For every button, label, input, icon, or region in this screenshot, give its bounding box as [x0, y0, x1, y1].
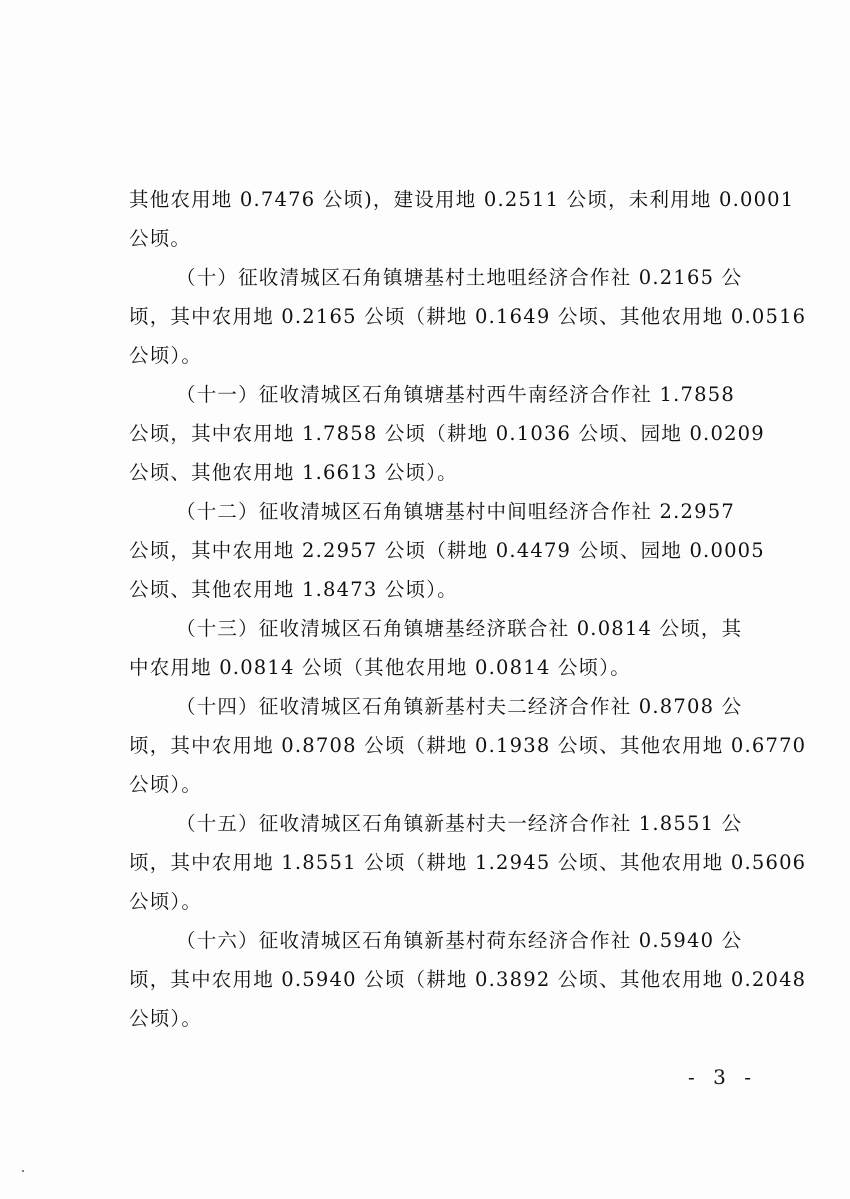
text-line: 公顷）。 [129, 344, 203, 367]
text-line: 顷，其中农用地 0.5940 公顷（耕地 0.3892 公顷、其他农用地 0.2048 [129, 968, 807, 991]
text-line: 公顷）。 [129, 890, 203, 913]
scan-speck [22, 1170, 24, 1172]
text-line: 公顷）。 [129, 773, 203, 796]
text-line: （十六）征收清城区石角镇新基村荷东经济合作社 0.5940 公 [176, 929, 743, 952]
text-line: （十四）征收清城区石角镇新基村夫二经济合作社 0.8708 公 [176, 695, 743, 718]
text-line: 公顷、其他农用地 1.6613 公顷）。 [129, 461, 458, 484]
page-number: - 3 - [688, 1065, 757, 1089]
text-line: 公顷，其中农用地 1.7858 公顷（耕地 0.1036 公顷、园地 0.0209 [129, 422, 765, 445]
text-line: 中农用地 0.0814 公顷（其他农用地 0.0814 公顷）。 [129, 656, 631, 679]
text-line: 其他农用地 0.7476 公顷)，建设用地 0.2511 公顷，未利用地 0.0001 [129, 188, 795, 211]
text-line: （十二）征收清城区石角镇塘基村中间咀经济合作社 2.2957 [176, 500, 735, 523]
text-line: 公顷）。 [129, 1007, 203, 1030]
text-line: （十五）征收清城区石角镇新基村夫一经济合作社 1.8551 公 [176, 812, 743, 835]
text-line: 顷，其中农用地 1.8551 公顷（耕地 1.2945 公顷、其他农用地 0.5606 [129, 851, 807, 874]
text-line: 顷，其中农用地 0.2165 公顷（耕地 0.1649 公顷、其他农用地 0.0516 [129, 305, 807, 328]
text-line: （十）征收清城区石角镇塘基村土地咀经济合作社 0.2165 公 [176, 266, 743, 289]
text-line: 公顷，其中农用地 2.2957 公顷（耕地 0.4479 公顷、园地 0.0005 [129, 539, 765, 562]
text-line: 公顷。 [129, 227, 192, 250]
text-line: （十三）征收清城区石角镇塘基经济联合社 0.0814 公顷，其 [176, 617, 743, 640]
text-line: 公顷、其他农用地 1.8473 公顷）。 [129, 578, 458, 601]
text-line: 顷，其中农用地 0.8708 公顷（耕地 0.1938 公顷、其他农用地 0.6770 [129, 734, 807, 757]
text-line: （十一）征收清城区石角镇塘基村西牛南经济合作社 1.7858 [176, 383, 735, 406]
